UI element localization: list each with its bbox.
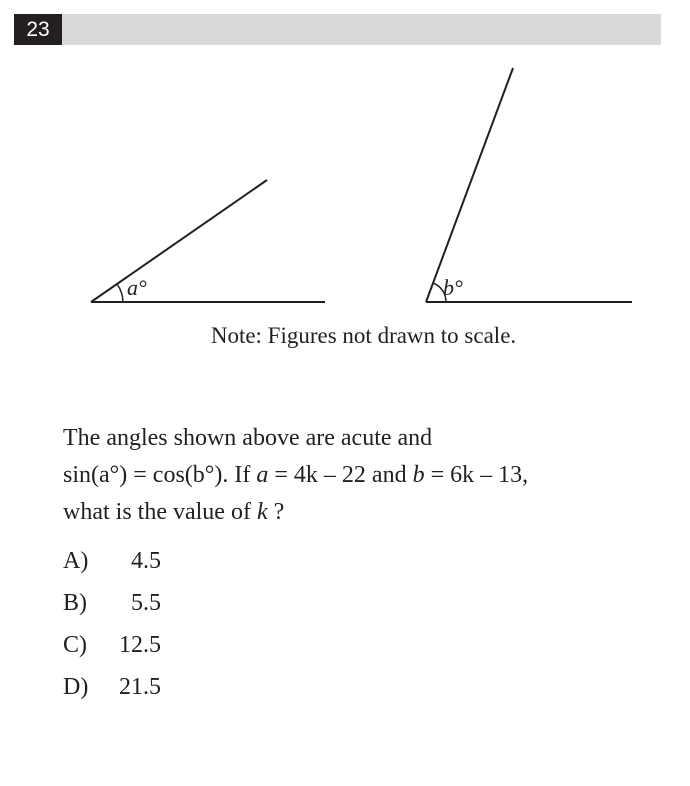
choice-value: 21.5 [119,674,161,700]
choice-letter: A) [63,548,89,574]
choice-a[interactable] [63,543,161,585]
choice-value: 12.5 [119,632,161,658]
choice-d[interactable] [63,669,161,711]
angle-b-figure [426,68,632,302]
and-text: and [365,462,413,488]
question-line-2 [63,457,528,494]
choice-letter: B) [63,590,87,616]
choice-value: 4.5 [131,548,161,574]
if-text: . If [222,462,257,488]
variable-k: k [256,499,268,525]
question-prompt-text: what is the value of [63,499,257,525]
choice-value: 5.5 [131,590,161,616]
angle-a-arc [117,284,123,302]
angle-a-label: a° [127,275,147,300]
question-line-1: The angles shown above are acute and [63,425,433,451]
angle-b-slanted-ray [426,68,513,302]
question-line-3 [63,494,528,531]
question-mark: ? [267,499,285,525]
variable-b: b [412,462,425,488]
figure-note: Note: Figures not drawn to scale. [210,323,517,348]
question-stem [63,420,528,531]
angle-b-label: b° [443,275,463,300]
choice-c[interactable] [63,627,161,669]
sin-argument: (a°) [91,462,128,488]
answer-choices [63,543,161,711]
a-expression: = 4k – 22 [268,462,366,488]
choice-letter: D) [63,674,89,700]
cos-argument: (b°) [184,462,223,488]
angle-a-figure [91,180,325,302]
question-number: 23 [14,14,62,45]
angle-a-slanted-ray [91,180,267,302]
cos-function: cos [152,462,185,488]
variable-a: a [256,462,269,488]
choice-b[interactable] [63,585,161,627]
angles-figure [0,0,690,320]
choice-letter: C) [63,632,87,658]
equals-sign: = [127,462,153,488]
sin-function: sin [63,462,92,488]
b-expression: = 6k – 13, [424,462,529,488]
